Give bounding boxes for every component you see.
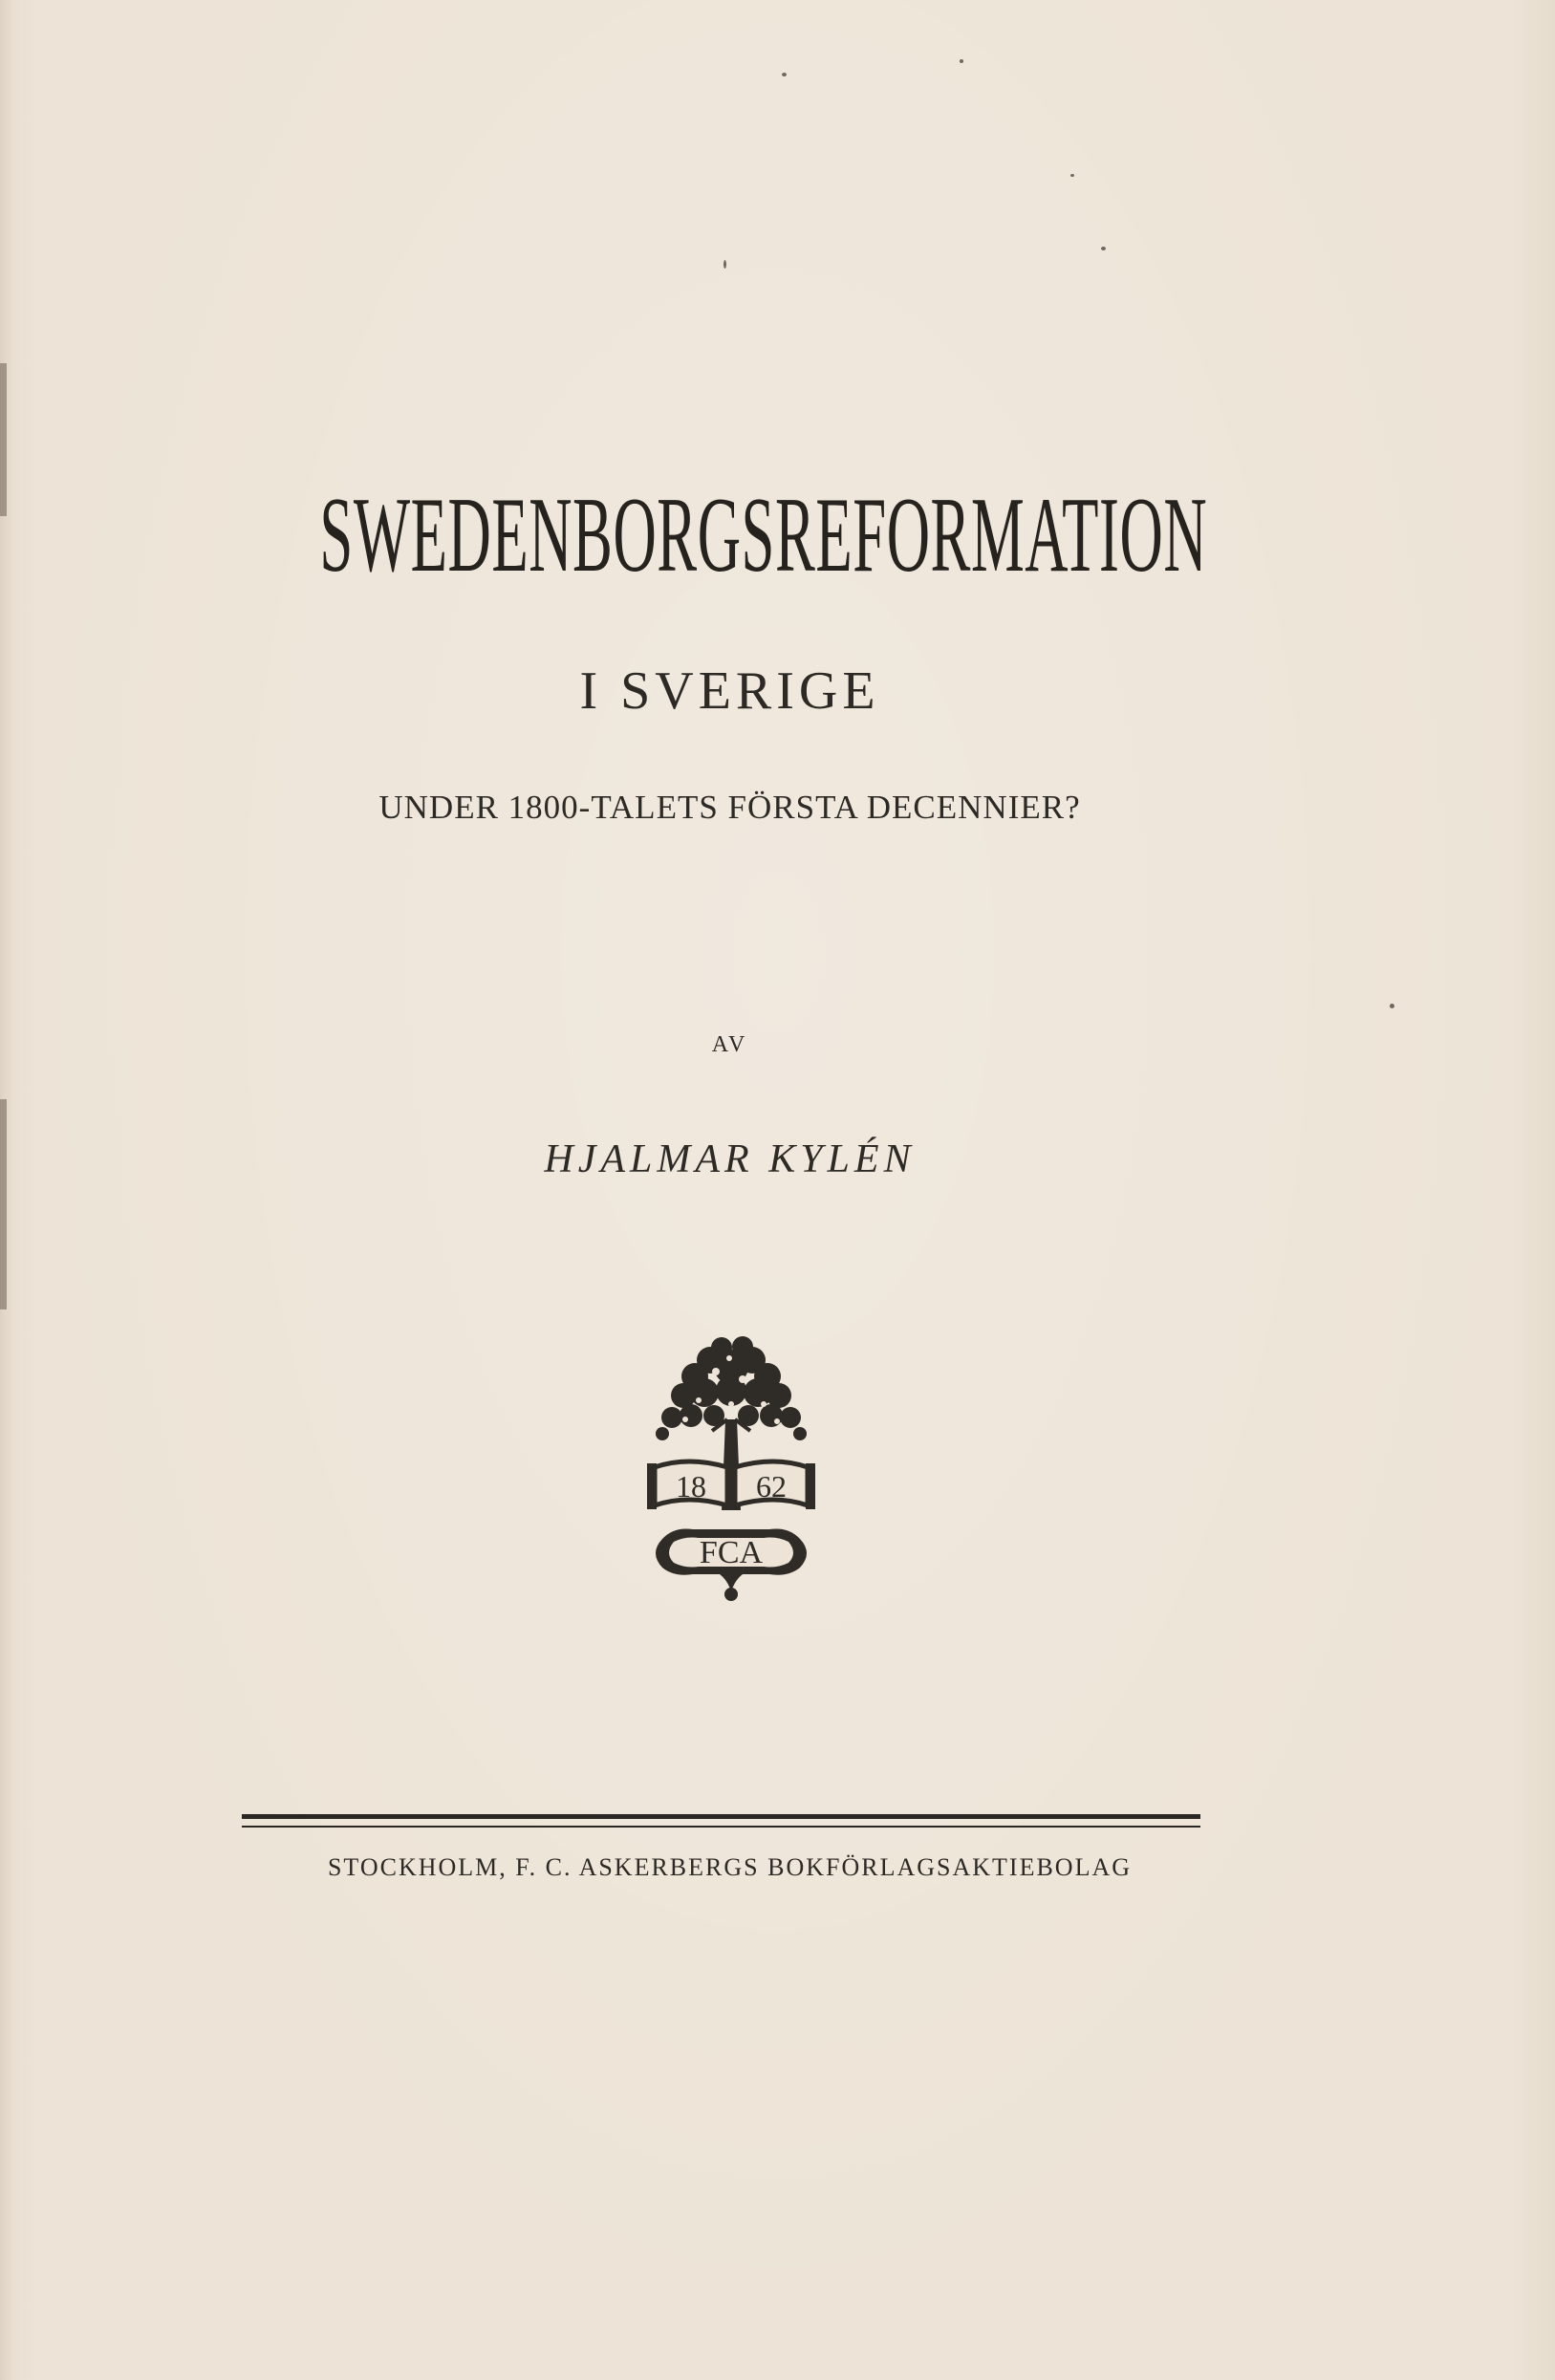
paper-speck	[782, 73, 787, 76]
book-title: SWEDENBORGSREFORMATION	[319, 476, 1208, 595]
book-subtitle: I SVERIGE	[579, 661, 880, 721]
emblem-year-right: 62	[756, 1469, 787, 1504]
footer-rule	[242, 1814, 1200, 1819]
paper-speck	[1070, 174, 1074, 177]
author-name: HJALMAR KYLÉN	[544, 1137, 916, 1181]
emblem-monogram: FCA	[699, 1535, 764, 1570]
emblem-year-left: 18	[676, 1469, 706, 1504]
spine-wear	[0, 1099, 7, 1309]
paper-speck	[724, 260, 726, 269]
paper-speck	[1390, 1004, 1394, 1008]
paper-speck	[1101, 247, 1106, 250]
publisher-imprint: STOCKHOLM, F. C. ASKERBERGS BOKFÖRLAGSAKTIEBOLAG	[327, 1853, 1133, 1881]
by-line: AV	[711, 1032, 748, 1057]
paper-speck	[960, 59, 963, 63]
publisher-emblem-icon	[636, 1324, 827, 1606]
book-subtitle-question: UNDER 1800-TALETS FÖRSTA DECENNIER?	[378, 789, 1081, 826]
spine-wear	[0, 363, 7, 516]
footer-rule-thin	[242, 1826, 1200, 1828]
